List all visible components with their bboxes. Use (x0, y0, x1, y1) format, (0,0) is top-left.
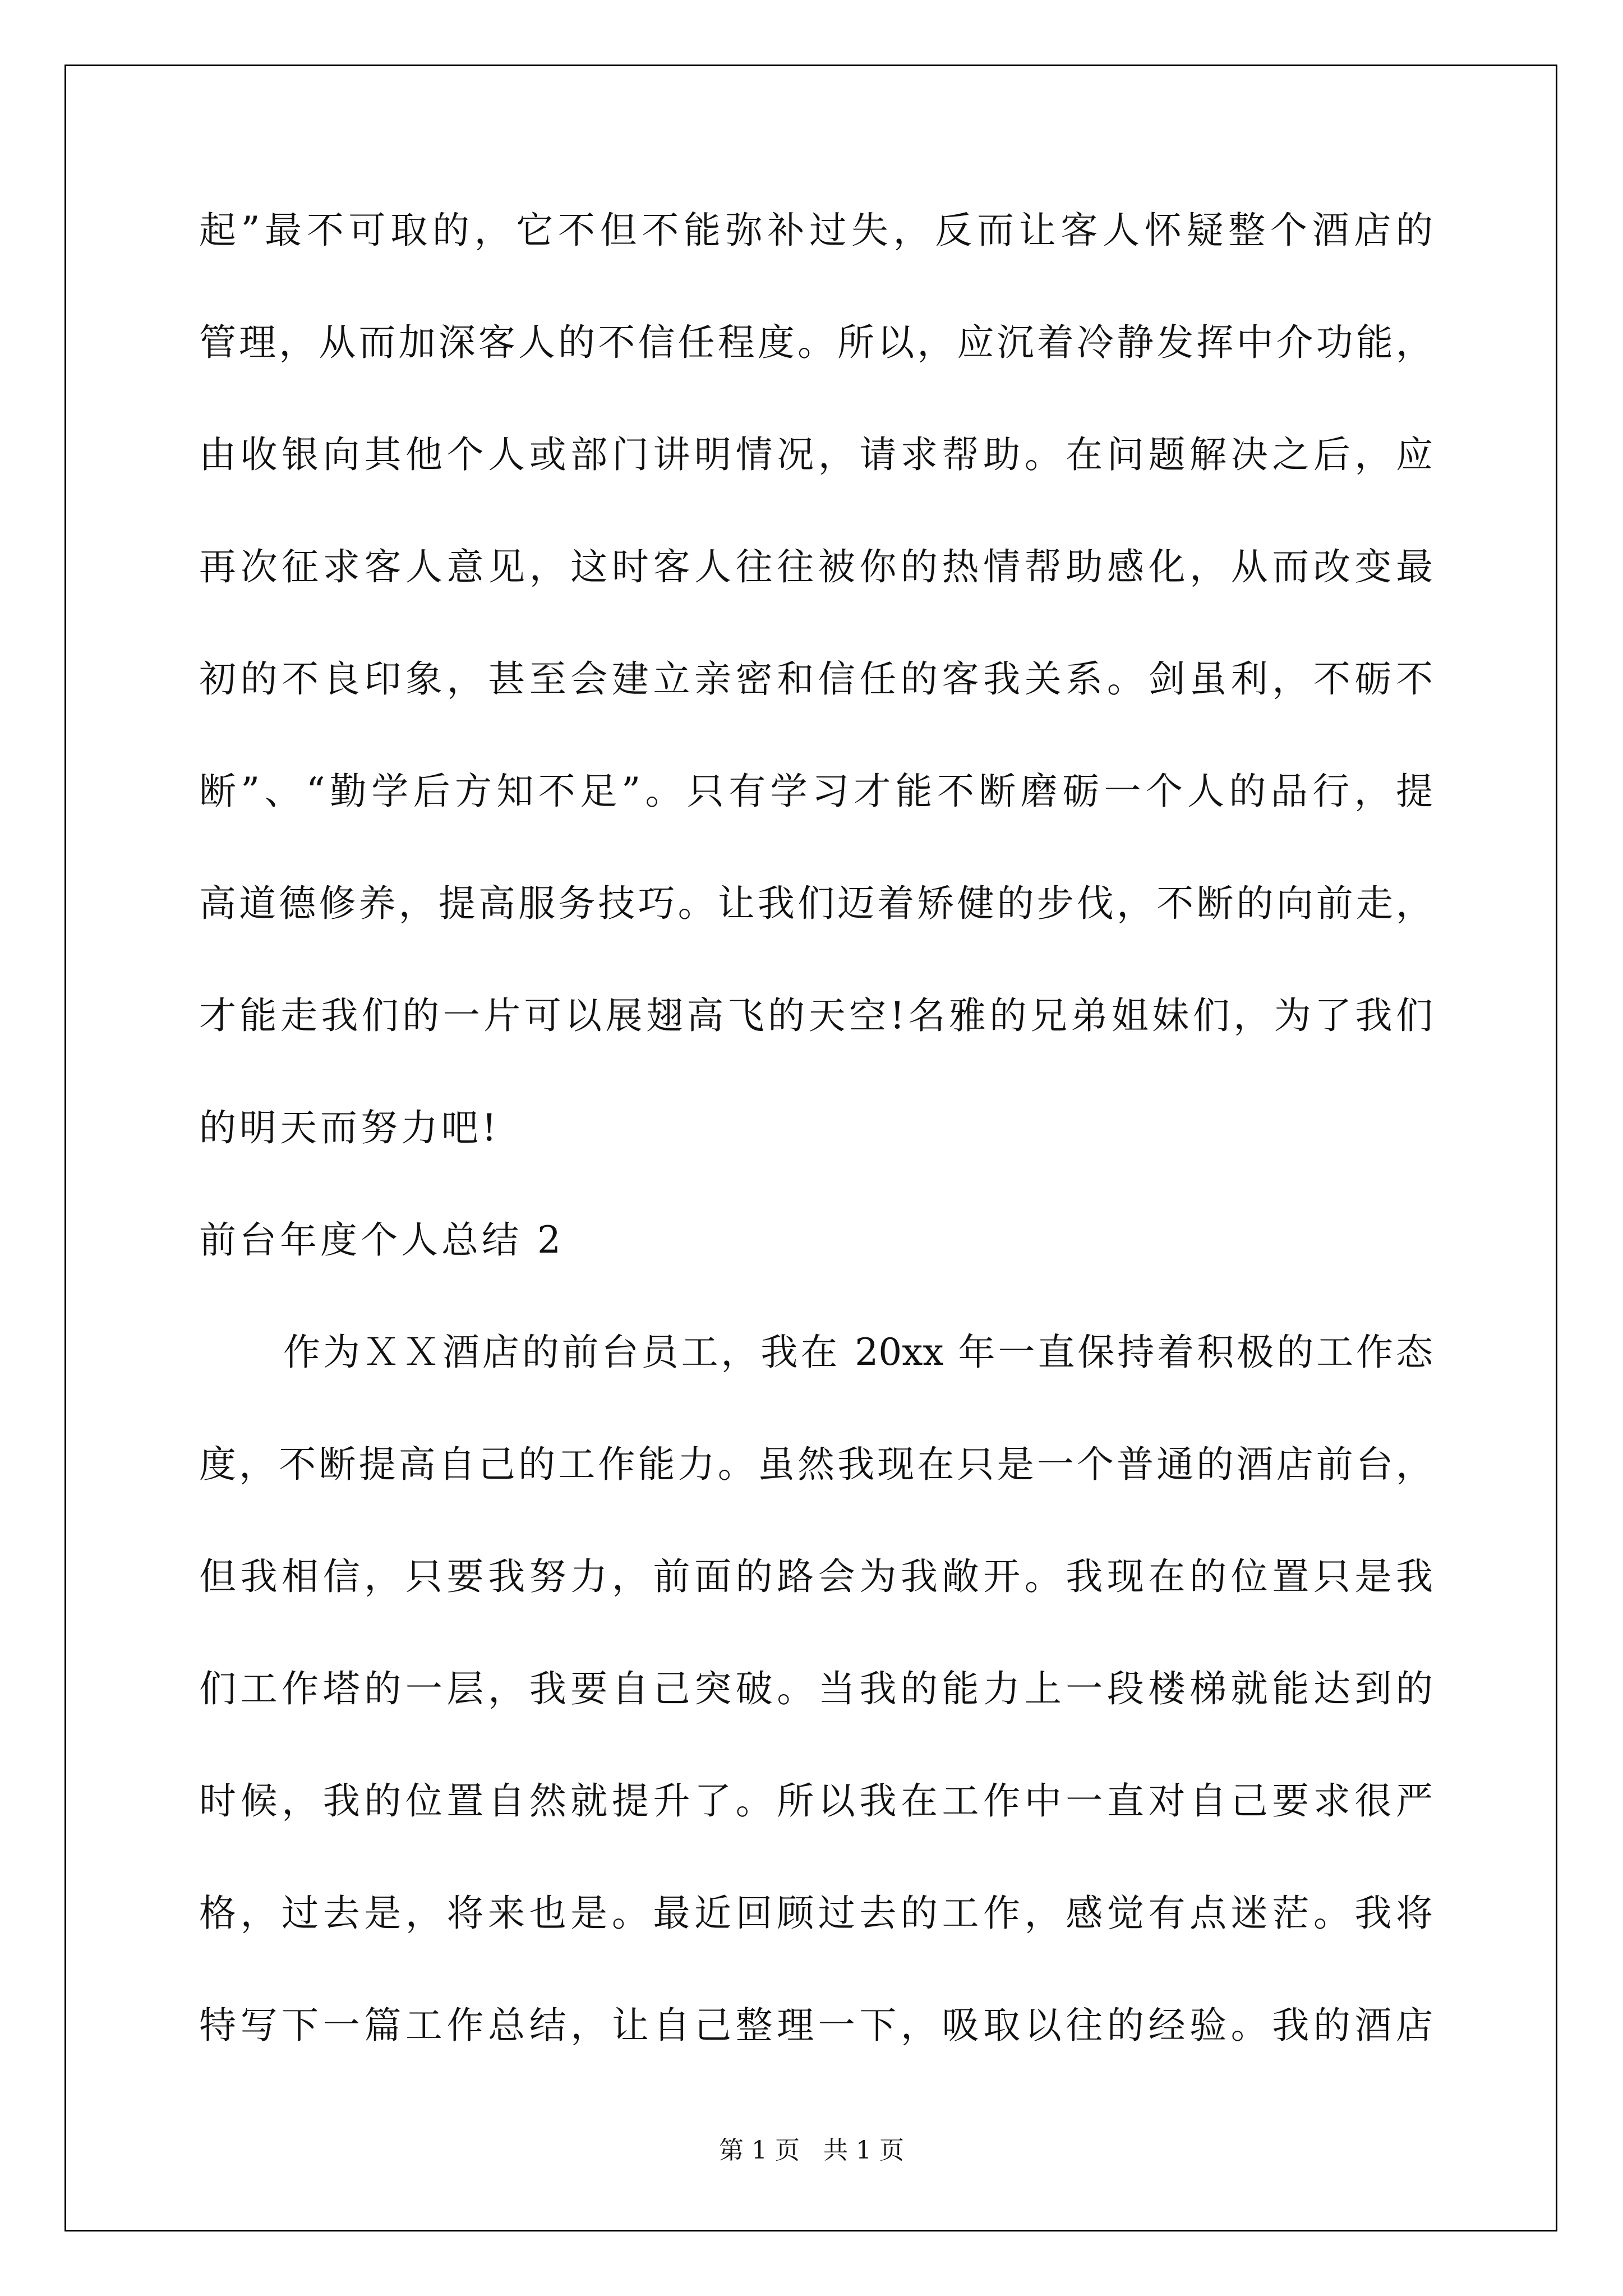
section-heading: 前台年度个人总结 2 (199, 1218, 564, 1262)
paragraph-line: 初的不良印象，甚至会建立亲密和信任的客我关系。剑虽利，不砺不 (199, 657, 1433, 701)
document-body (199, 209, 1433, 2119)
paragraph-line: 特写下一篇工作总结，让自己整理一下，吸取以往的经验。我的酒店 (199, 2004, 1433, 2047)
paragraph-line: 但我相信，只要我努力，前面的路会为我敞开。我现在的位置只是我 (199, 1555, 1433, 1598)
paragraph-line: 作为ＸＸ酒店的前台员工，我在 20xx 年一直保持着积极的工作态 (283, 1331, 1433, 1374)
paragraph-line: 再次征求客人意见，这时客人往往被你的热情帮助感化，从而改变最 (199, 545, 1433, 588)
paragraph-line: 高道德修养，提高服务技巧。让我们迈着矫健的步伐，不断的向前走， (199, 882, 1433, 925)
paragraph-line: 起”最不可取的，它不但不能弥补过失，反而让客人怀疑整个酒店的 (199, 209, 1433, 252)
paragraph-line: 时候，我的位置自然就提升了。所以我在工作中一直对自己要求很严 (199, 1779, 1433, 1823)
paragraph-line: 们工作塔的一层，我要自己突破。当我的能力上一段楼梯就能达到的 (199, 1667, 1433, 1710)
page-footer: 第 1 页 共 1 页 (719, 2136, 904, 2165)
paragraph-line: 的明天而努力吧! (199, 1106, 500, 1149)
paragraph-line: 才能走我们的一片可以展翅高飞的天空!名雅的兄弟姐妹们，为了我们 (199, 994, 1433, 1037)
paragraph-line: 格，过去是，将来也是。最近回顾过去的工作，感觉有点迷茫。我将 (199, 1892, 1433, 1935)
paragraph-line: 管理，从而加深客人的不信任程度。所以，应沉着冷静发挥中介功能， (199, 321, 1433, 364)
paragraph-line: 由收银向其他个人或部门讲明情况，请求帮助。在问题解决之后，应 (199, 433, 1433, 476)
paragraph-line: 断”、“勤学后方知不足”。只有学习才能不断磨砺一个人的品行，提 (199, 770, 1433, 813)
paragraph-line: 度，不断提高自己的工作能力。虽然我现在只是一个普通的酒店前台， (199, 1443, 1433, 1486)
